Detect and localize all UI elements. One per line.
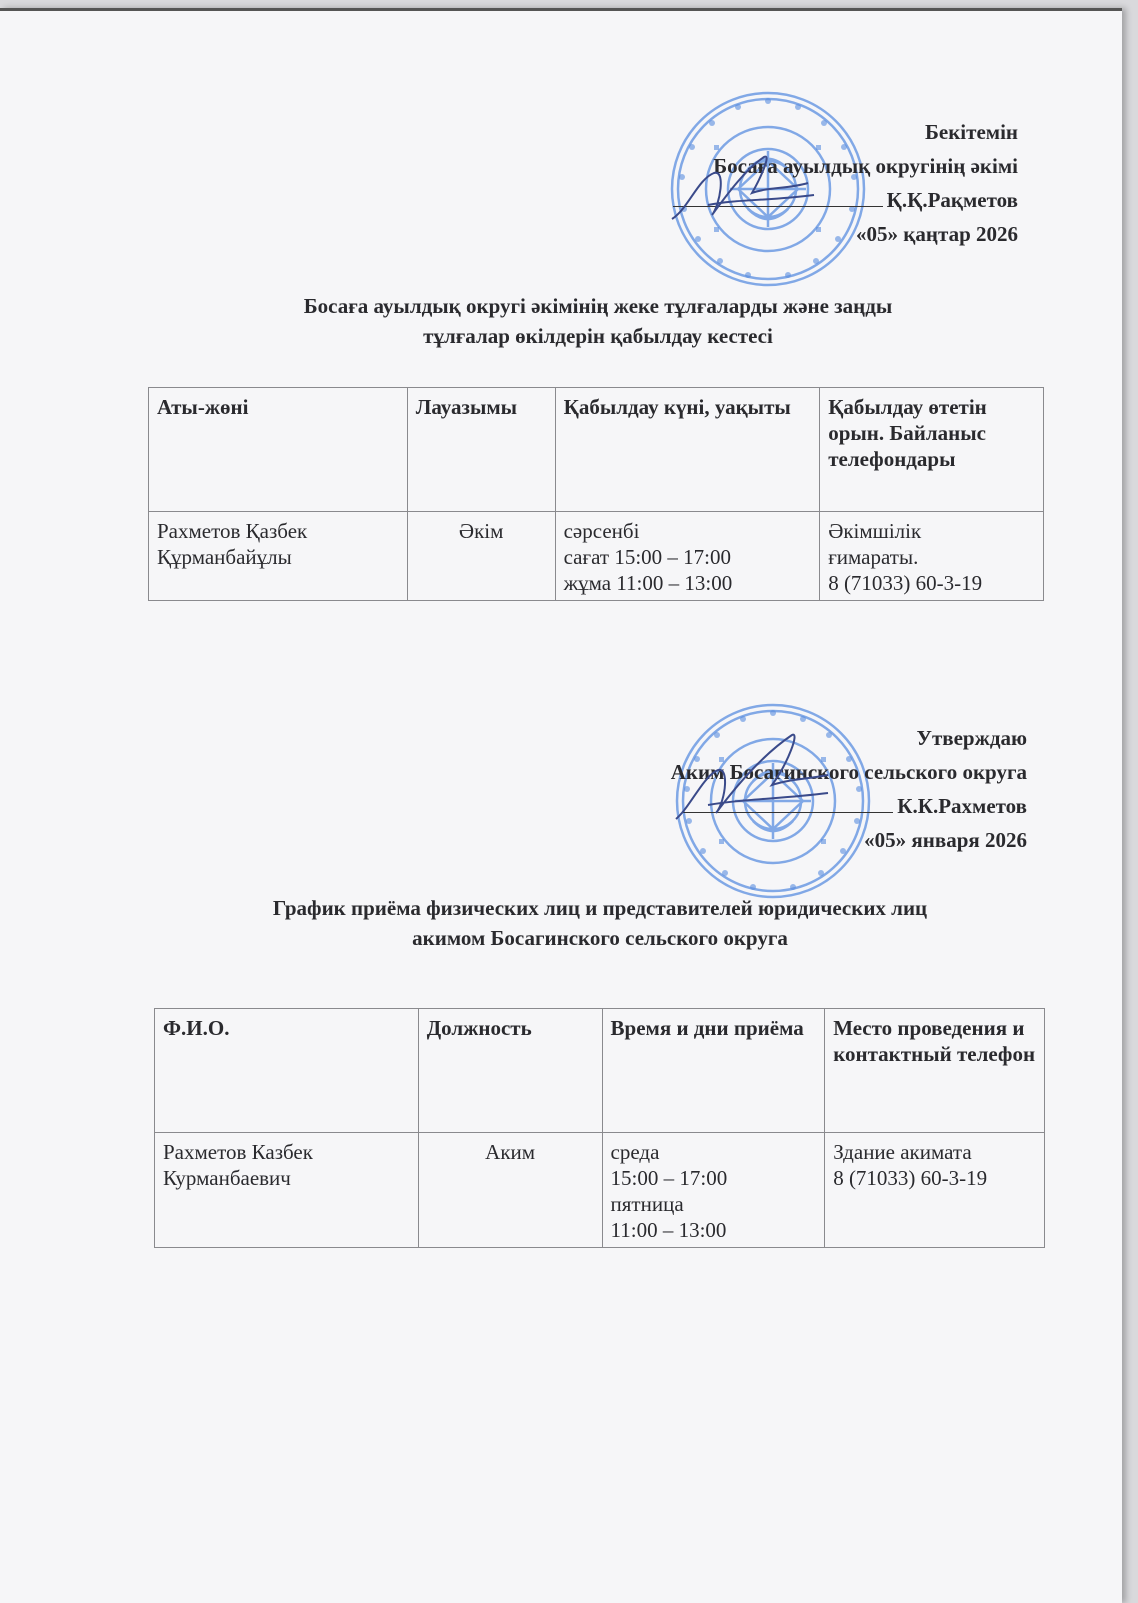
position-cell: Аким bbox=[418, 1133, 602, 1248]
header-cell: Қабылдау күні, уақыты bbox=[555, 388, 820, 512]
title-line: акимом Босагинского сельского округа bbox=[412, 926, 788, 950]
time-cell: сәрсенбі сағат 15:00 – 17:00 жұма 11:00 – 13:00 bbox=[555, 512, 820, 601]
handwritten-signature bbox=[668, 149, 818, 229]
approval-date: «05» января 2026 bbox=[864, 828, 1027, 852]
title-line: Босаға ауылдық округі әкімінің жеке тұлғаларды және заңды bbox=[303, 294, 893, 318]
header-cell: Время и дни приёма bbox=[602, 1009, 825, 1133]
header-cell: Лауазымы bbox=[407, 388, 555, 512]
title-line: График приёма физических лиц и представителей юридических лиц bbox=[272, 896, 928, 920]
reception-schedule-table-kz bbox=[148, 387, 1044, 601]
approver-position: Аким Босагинского сельского округа bbox=[670, 760, 1027, 784]
name-cell: Рахметов Қазбек Құрманбайұлы bbox=[149, 512, 408, 601]
table-header-row bbox=[149, 388, 1044, 512]
approver-name: Қ.Қ.Рақметов bbox=[886, 188, 1018, 212]
table-row bbox=[149, 512, 1044, 601]
header-cell: Место проведения и контактный телефон bbox=[825, 1009, 1045, 1133]
approval-heading: Бекітемін bbox=[924, 120, 1018, 144]
approval-date: «05» қаңтар 2026 bbox=[856, 222, 1018, 246]
schedule-title-kz bbox=[148, 291, 1048, 351]
schedule-title-ru bbox=[120, 893, 1080, 953]
approval-heading: Утверждаю bbox=[916, 726, 1027, 750]
name-cell: Рахметов Казбек Курманбаевич bbox=[155, 1133, 419, 1248]
place-cell: Здание акимата 8 (71033) 60-3-19 bbox=[825, 1133, 1045, 1248]
header-cell: Должность bbox=[418, 1009, 602, 1133]
header-cell: Ф.И.О. bbox=[155, 1009, 419, 1133]
place-cell: Әкімшілік ғимараты. 8 (71033) 60-3-19 bbox=[820, 512, 1044, 601]
document-page bbox=[0, 8, 1122, 1603]
handwritten-signature bbox=[672, 729, 832, 829]
table-header-row bbox=[155, 1009, 1045, 1133]
header-cell: Қабылдау өтетін орын. Байланыс телефондары bbox=[820, 388, 1044, 512]
reception-schedule-table-ru bbox=[154, 1008, 1045, 1248]
title-line: тұлғалар өкілдерін қабылдау кестесі bbox=[423, 324, 773, 348]
time-cell: среда 15:00 – 17:00 пятница 11:00 – 13:00 bbox=[602, 1133, 825, 1248]
approver-position: Босаға ауылдық округінің әкімі bbox=[713, 154, 1018, 178]
table-row bbox=[155, 1133, 1045, 1248]
position-cell: Әкім bbox=[407, 512, 555, 601]
header-cell: Аты-жөні bbox=[149, 388, 408, 512]
approver-name: К.К.Рахметов bbox=[897, 794, 1027, 818]
